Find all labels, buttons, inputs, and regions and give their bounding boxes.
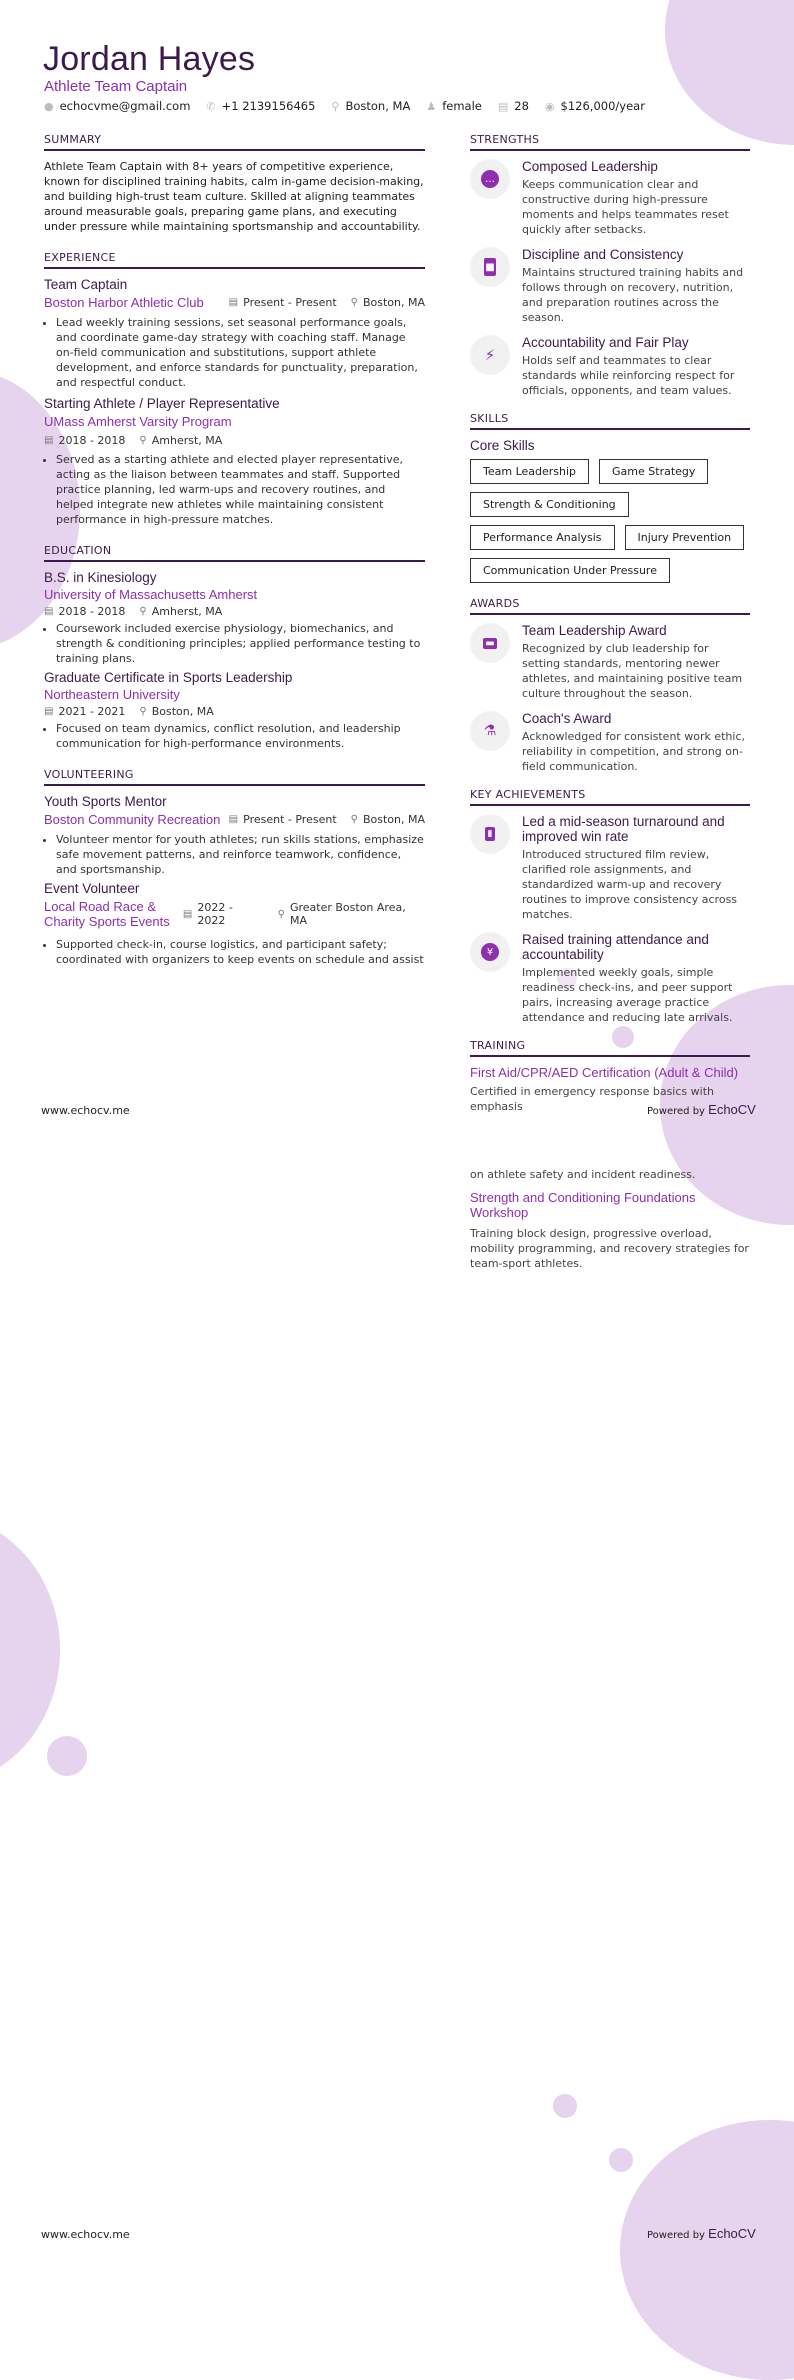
experience-heading: EXPERIENCE (44, 251, 425, 269)
left-column (44, 133, 425, 967)
degree-title: B.S. in Kinesiology (44, 570, 157, 585)
strength-item (470, 159, 750, 237)
volunteer-bullet: • Supported check-in, course logistics, and participant safety; coordinated with organizers to keep events on schedule and assist (56, 937, 425, 967)
contact-location: ⚲ Boston, MA (331, 99, 411, 113)
award-description: Recognized by club leadership for setting standards, mentoring newer athletes, and maintaining positive team culture throughout the season. (522, 642, 743, 700)
achievement-description: Implemented weekly goals, simple readiness check-ins, and peer support pairs, increasing average practice attendance and reducing late arrivals. (522, 966, 733, 1024)
award-item (470, 711, 750, 774)
volunteering-item (44, 794, 425, 877)
education-heading: EDUCATION (44, 544, 425, 562)
education-location: Amherst, MA (151, 605, 223, 618)
calendar-icon: ▤ (182, 908, 193, 920)
card-icon: ▬ (483, 638, 497, 649)
job-bullet: • Lead weekly training sessions, set seasonal performance goals, and coordinate game-day strategy with coaching staff. Manage on-field communication and substitutions, support athlete development, and enforce standards for punctuality, preparation, and respectful conduct. (56, 315, 425, 390)
coin-icon: ¥ (481, 943, 499, 961)
bolt-icon: ⚡ (484, 346, 496, 364)
skill-chip: Strength & Conditioning (470, 492, 629, 517)
education-dates: 2018 - 2018 (58, 605, 126, 618)
training-description: Certified in emergency response basics with emphasis (470, 1085, 714, 1113)
flask-icon: ⚗ (483, 723, 497, 739)
job-location: Amherst, MA (151, 434, 223, 447)
skills-group-title: Core Skills (470, 438, 535, 453)
strengths-heading: STRENGTHS (470, 133, 750, 151)
achievement-description: Introduced structured film review, clarified role assignments, and standardized warm-up and recovery routines to improve consistency across matches. (522, 848, 738, 921)
skill-chip: Game Strategy (599, 459, 708, 484)
skill-chip: Performance Analysis (470, 525, 615, 550)
contact-gender: ♟ female (426, 99, 482, 113)
achievement-title: Led a mid-season turnaround and improved win rate (522, 814, 725, 844)
degree-title: Graduate Certificate in Sports Leadership (44, 670, 293, 685)
page-1 (0, 0, 794, 1123)
powered-by: Powered by EchoCV (647, 1102, 756, 1117)
experience-item (44, 396, 425, 527)
summary-text: Athlete Team Captain with 8+ years of competitive experience, known for disciplined training habits, calm in-game decision-making, and building high-trust team culture. Skilled at aligning teammates around measurable goals, preparing game plans, and executing under pressure while maintaining sportsmanship and accountability. (44, 160, 424, 233)
school-name: Northeastern University (44, 687, 180, 702)
volunteer-bullet: • Volunteer mentor for youth athletes; run skills stations, emphasize safe movement patterns, and reinforce teamwork, confidence, and sportsmanship. (56, 832, 425, 877)
volunteer-dates: 2022 - 2022 (197, 901, 233, 927)
achievement-title: Raised training attendance and accountability (522, 932, 709, 962)
training-title: First Aid/CPR/AED Certification (Adult & Child) (470, 1065, 739, 1080)
calendar-icon: ▤ (497, 99, 509, 113)
volunteering-item (44, 881, 425, 967)
location-pin-icon: ⚲ (139, 606, 147, 617)
strength-title: Composed Leadership (522, 159, 658, 174)
training-title: Strength and Conditioning Foundations Workshop (470, 1190, 696, 1220)
location-pin-icon: ⚲ (139, 435, 147, 446)
education-location: Boston, MA (151, 705, 214, 718)
strength-title: Accountability and Fair Play (522, 335, 689, 350)
location-pin-icon: ⚲ (350, 297, 358, 308)
strength-title: Discipline and Consistency (522, 247, 684, 262)
experience-item (44, 277, 425, 390)
training-heading: TRAINING (470, 1039, 750, 1057)
volunteer-organization: Local Road Race & Charity Sports Events (44, 899, 170, 929)
volunteer-location: Greater Boston Area, MA (289, 901, 406, 927)
award-title: Coach's Award (522, 711, 612, 726)
training-description-continued: on athlete safety and incident readiness. (470, 1168, 696, 1181)
volunteer-organization: Boston Community Recreation (44, 812, 221, 827)
contact-salary: ◉ $126,000/year (544, 99, 645, 113)
contact-phone[interactable]: ✆ +1 2139156465 (206, 99, 316, 113)
skill-chip: Communication Under Pressure (470, 558, 670, 583)
volunteer-title: Youth Sports Mentor (44, 794, 167, 809)
page-2 (0, 1123, 794, 2246)
award-item (470, 623, 750, 701)
location-pin-icon: ⚲ (139, 706, 147, 717)
education-bullet: • Coursework included exercise physiology, biomechanics, and strength & conditioning principles; applied performance testing to training plans. (56, 621, 425, 666)
calendar-icon: ▤ (44, 435, 54, 446)
location-pin-icon: ⚲ (331, 99, 340, 113)
job-organization: Boston Harbor Athletic Club (44, 295, 204, 310)
email-icon: ● (44, 99, 54, 113)
location-pin-icon: ⚲ (350, 814, 358, 825)
skill-chip: Team Leadership (470, 459, 589, 484)
skill-chip: Injury Prevention (625, 525, 745, 550)
job-bullet: • Served as a starting athlete and elected player representative, acting as the liaison between teammates and staff. Supported practice planning, led warm-ups and recovery routines, and helped integrate new athletes while maintaining consistent performance in high-pressure matches. (56, 452, 425, 527)
chat-icon: … (481, 170, 499, 188)
strength-item (470, 335, 750, 398)
strength-description: Keeps communication clear and constructive during high-pressure moments and helps teammates reset quickly after setbacks. (522, 178, 729, 236)
job-dates: Present - Present (243, 296, 337, 309)
volunteer-title: Event Volunteer (44, 881, 140, 896)
strength-description: Holds self and teammates to clear standards while reinforcing respect for officials, opponents, and team values. (522, 354, 735, 397)
skills-list (470, 459, 750, 583)
education-item (44, 570, 425, 666)
right-column-continued (470, 1167, 750, 1271)
strength-item (470, 247, 750, 325)
calendar-icon: ▤ (44, 706, 54, 717)
contact-email[interactable]: ● echocvme@gmail.com (44, 99, 191, 113)
job-dates: 2018 - 2018 (58, 434, 126, 447)
person-icon: ♟ (426, 99, 437, 113)
award-title: Team Leadership Award (522, 623, 667, 638)
candidate-role: Athlete Team Captain (44, 78, 188, 95)
education-bullet: • Focused on team dynamics, conflict resolution, and leadership communication for high-performance environments. (56, 721, 425, 751)
job-location: Boston, MA (362, 296, 425, 309)
skills-heading: SKILLS (470, 412, 750, 430)
job-title: Starting Athlete / Player Representative (44, 396, 280, 411)
achievement-item (470, 814, 750, 922)
achievement-item (470, 932, 750, 1025)
job-organization: UMass Amherst Varsity Program (44, 414, 232, 429)
volunteering-heading: VOLUNTEERING (44, 768, 425, 786)
echocv-logo: EchoCV (708, 2226, 756, 2241)
achievements-heading: KEY ACHIEVEMENTS (470, 788, 750, 806)
contact-bar (44, 99, 645, 113)
footer-website[interactable]: www.echocv.me (41, 2228, 130, 2241)
calendar-icon: ▤ (228, 297, 239, 308)
awards-heading: AWARDS (470, 597, 750, 615)
job-title: Team Captain (44, 277, 128, 292)
money-icon: ◉ (544, 99, 555, 113)
calendar-icon: ▤ (228, 814, 239, 825)
training-description: Training block design, progressive overload, mobility programming, and recovery strategies for team-sport athletes. (470, 1227, 749, 1270)
powered-by: Powered by EchoCV (647, 2226, 756, 2241)
footer-website[interactable]: www.echocv.me (41, 1104, 130, 1117)
contact-age: ▤ 28 (497, 99, 529, 113)
strength-description: Maintains structured training habits and follows through on recovery, nutrition, and preparation routines across the season. (522, 266, 744, 324)
calendar-icon: ▤ (44, 606, 54, 617)
volunteer-dates: Present - Present (243, 813, 337, 826)
school-name: University of Massachusetts Amherst (44, 587, 258, 602)
education-dates: 2021 - 2021 (58, 705, 126, 718)
phone-icon: ✆ (206, 99, 216, 113)
summary-heading: SUMMARY (44, 133, 425, 151)
right-column (470, 133, 750, 1114)
location-pin-icon: ⚲ (277, 908, 285, 920)
bookmark-icon: ■ (484, 258, 496, 276)
education-item (44, 670, 425, 751)
building-icon: ▮ (485, 827, 495, 841)
award-description: Acknowledged for consistent work ethic, reliability in competition, and strong on-field communication. (522, 730, 746, 773)
echocv-logo: EchoCV (708, 1102, 756, 1117)
volunteer-location: Boston, MA (362, 813, 425, 826)
candidate-name: Jordan Hayes (43, 40, 256, 78)
